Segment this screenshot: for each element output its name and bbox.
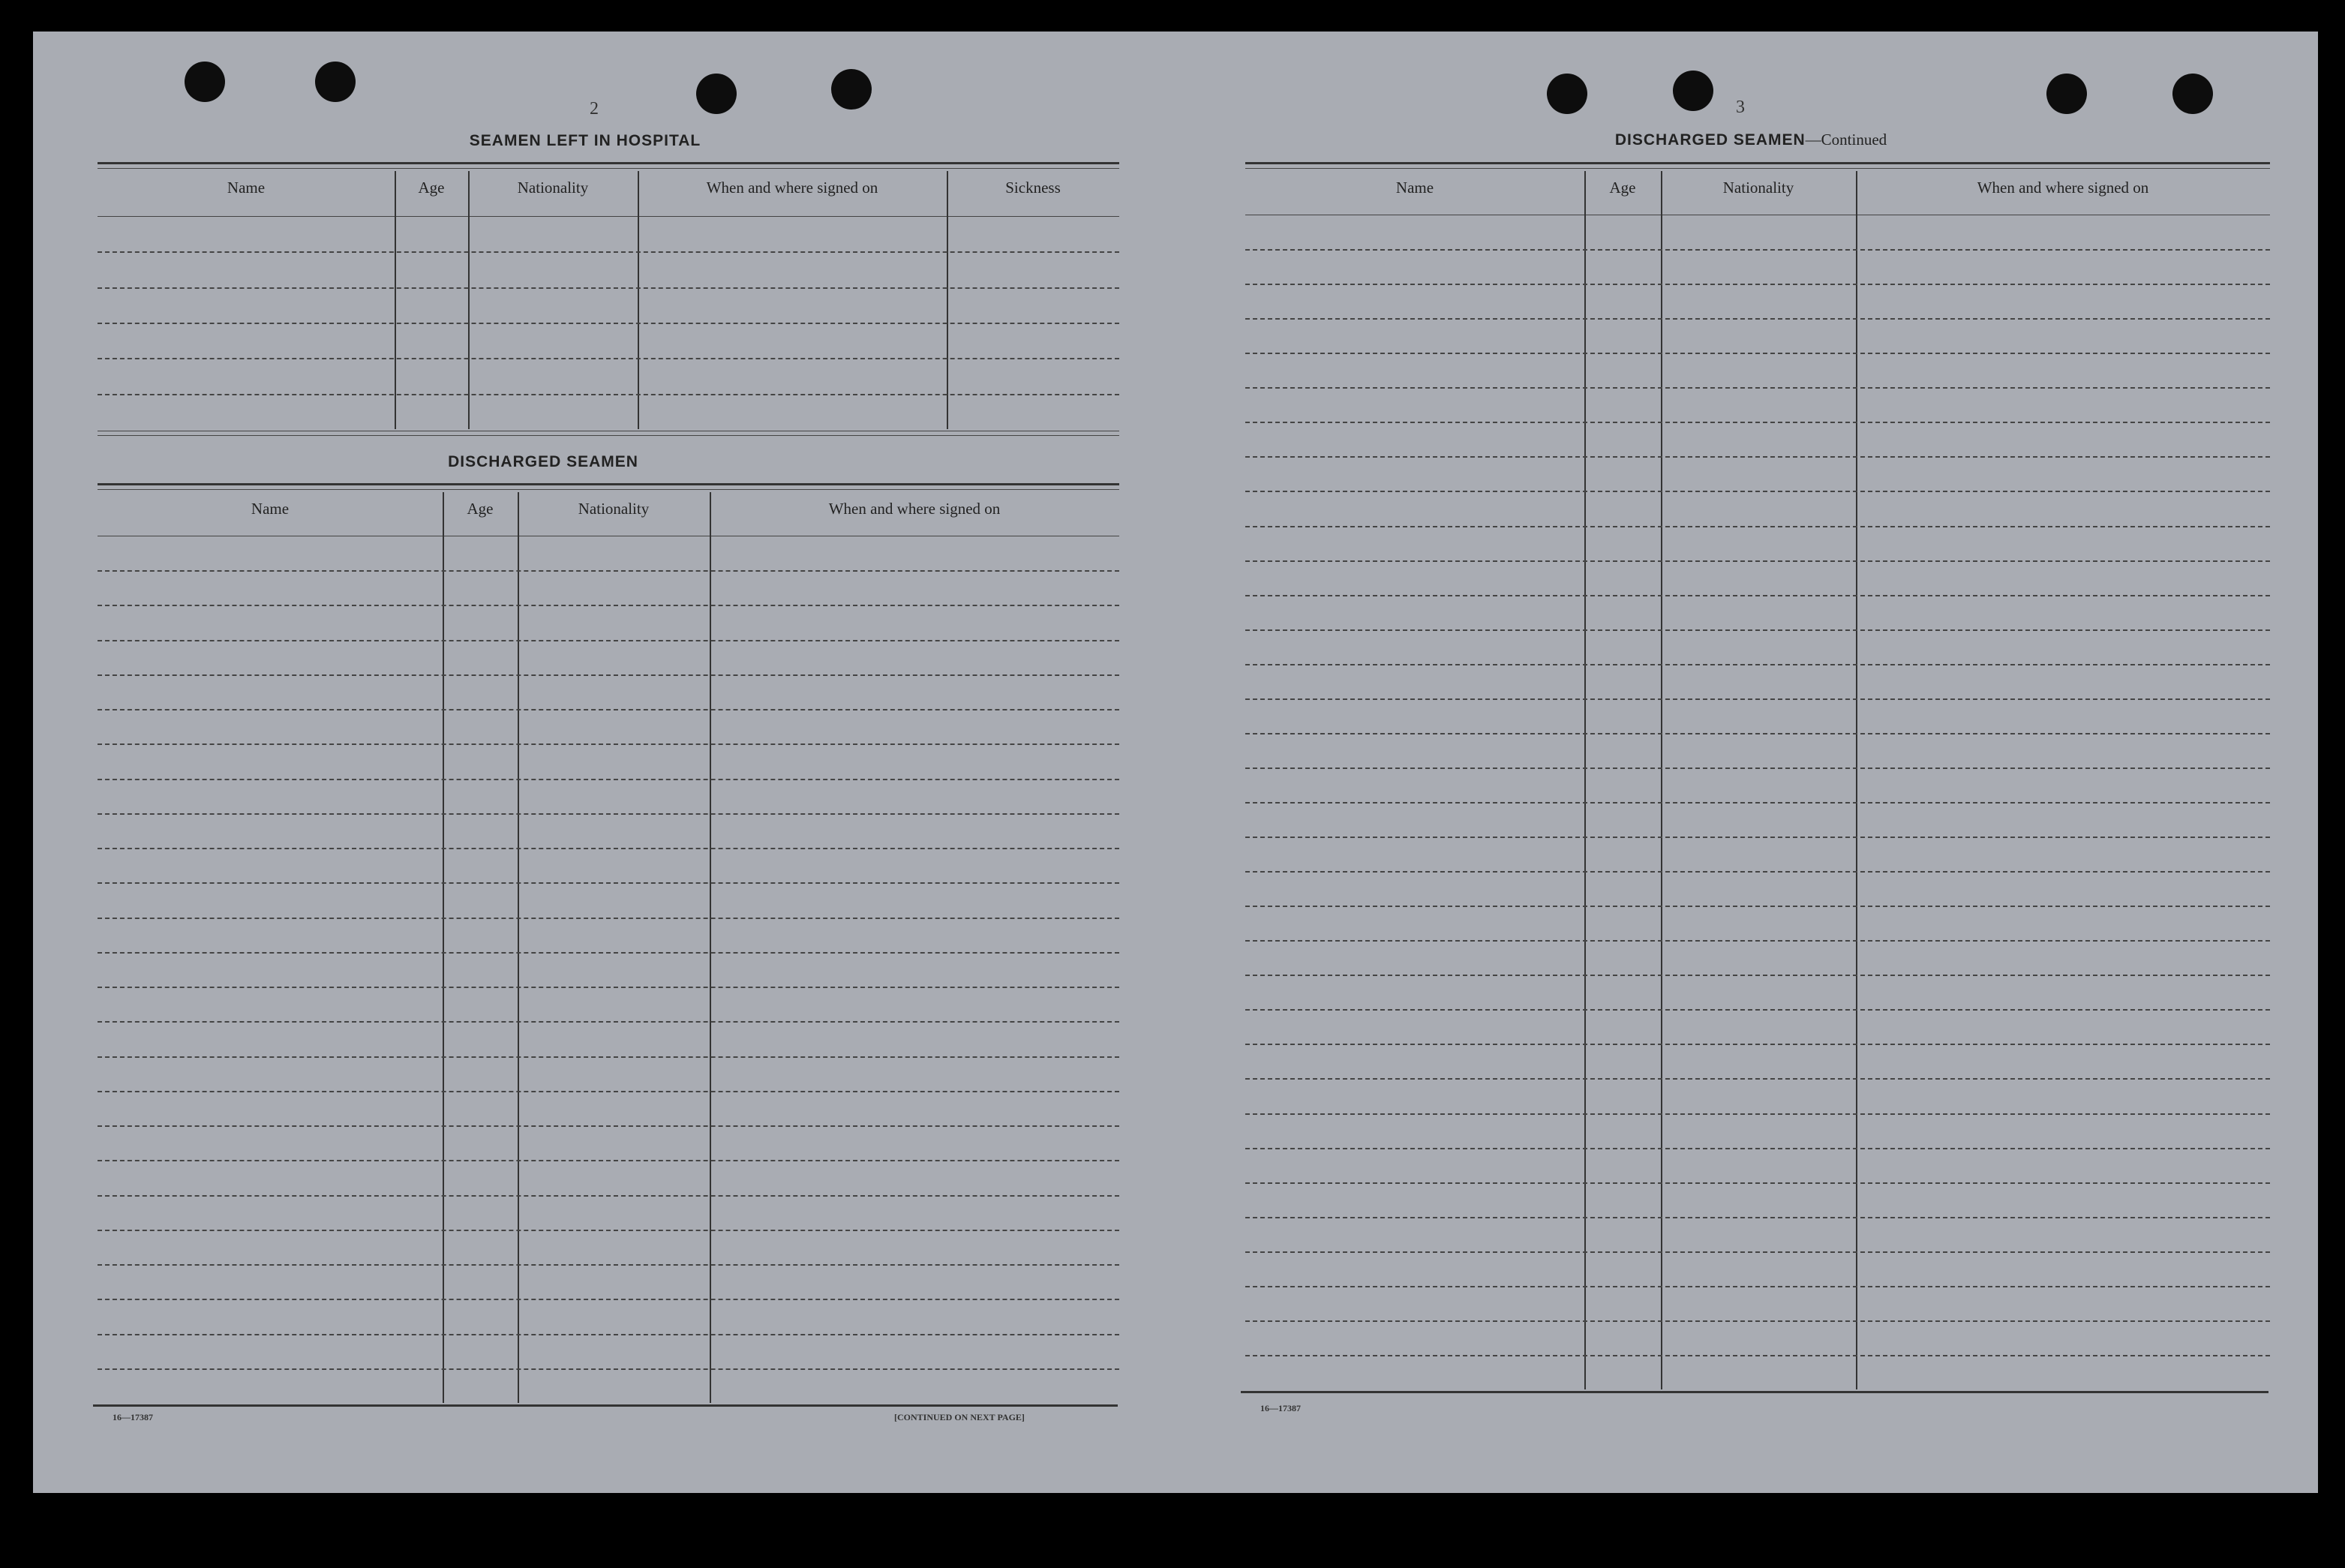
table-row-line [98, 1056, 1119, 1058]
punch-hole [315, 62, 356, 102]
table-row-line [98, 394, 1119, 395]
table-row-line [1245, 940, 2270, 942]
table-row-line [1245, 595, 2270, 596]
table-row-line [1245, 767, 2270, 769]
column-header: Nationality [578, 500, 650, 518]
column-header: Nationality [1722, 179, 1794, 197]
column-divider [443, 492, 444, 1403]
form-number-left: 16—17387 [113, 1412, 153, 1422]
page-number-left: 2 [590, 99, 599, 119]
right-table-title-continued: —Continued [1805, 131, 1887, 149]
scanned-document [33, 32, 2318, 1493]
table-row-line [1245, 1251, 2270, 1253]
column-divider [638, 171, 639, 429]
table-row-line [1245, 1320, 2270, 1322]
table-row-line [1245, 1286, 2270, 1287]
column-header: Sickness [1005, 179, 1061, 197]
column-header: When and where signed on [1977, 179, 2149, 197]
column-header: Age [418, 179, 445, 197]
column-divider [947, 171, 948, 429]
table-row-line [98, 848, 1119, 849]
table-row-line [98, 640, 1119, 641]
table-row-line [98, 570, 1119, 572]
table-row-line [98, 358, 1119, 359]
table-row-line [98, 952, 1119, 954]
table-row-line [1245, 837, 2270, 838]
column-header: Age [1609, 179, 1636, 197]
column-divider [468, 171, 470, 429]
punch-hole [2172, 74, 2213, 114]
form-number-right: 16—17387 [1260, 1403, 1301, 1413]
table-row-line [1245, 1078, 2270, 1080]
table-row-line [98, 743, 1119, 745]
table-top-rule [1245, 168, 2270, 169]
table-row-line [98, 1264, 1119, 1266]
table-row-line [98, 1368, 1119, 1370]
table-row-line [1245, 387, 2270, 389]
table-row-line [1245, 871, 2270, 873]
column-header: Nationality [517, 179, 589, 197]
column-divider [518, 492, 519, 1403]
table-row-line [98, 882, 1119, 884]
punch-hole [1547, 74, 1587, 114]
table-row-line [1245, 1182, 2270, 1184]
punch-hole [1673, 71, 1713, 111]
punch-hole [2046, 74, 2087, 114]
right-table-title-main: DISCHARGED SEAMEN [1614, 131, 1806, 149]
discharged-table-title: DISCHARGED SEAMEN [448, 453, 638, 470]
column-header: Name [227, 179, 266, 197]
punch-hole [696, 74, 737, 114]
table-row-line [98, 987, 1119, 988]
table-top-rule [98, 489, 1119, 490]
table-row-line [1245, 802, 2270, 804]
table-row-line [1245, 1217, 2270, 1218]
table-row-line [1245, 629, 2270, 631]
table-row-line [1245, 1113, 2270, 1115]
table-row-line [98, 605, 1119, 606]
column-header: Name [1395, 179, 1434, 197]
column-divider [710, 492, 711, 1403]
continued-note: [CONTINUED ON NEXT PAGE] [894, 1412, 1025, 1422]
table-row-line [98, 1021, 1119, 1023]
table-row-line [98, 709, 1119, 710]
page-number-right: 3 [1736, 98, 1745, 117]
table-row-line [98, 674, 1119, 676]
table-row-line [98, 1334, 1119, 1335]
column-divider [395, 171, 396, 429]
table-row-line [98, 779, 1119, 780]
column-header: When and where signed on [706, 179, 878, 197]
table-row-line [1245, 560, 2270, 562]
table-row-line [1245, 526, 2270, 527]
punch-hole [185, 62, 225, 102]
table-row-line [1245, 733, 2270, 734]
table-row-line [1245, 1148, 2270, 1149]
table-row-line [1245, 284, 2270, 285]
table-row-line [98, 323, 1119, 324]
table-bottom-rule [1241, 1391, 2268, 1393]
table-bottom-rule [93, 1404, 1118, 1407]
column-header: When and where signed on [828, 500, 1001, 518]
table-row-line [1245, 1355, 2270, 1356]
column-header: Name [251, 500, 290, 518]
table-row-line [1245, 318, 2270, 320]
table-row-line [1245, 1044, 2270, 1045]
table-row-line [1245, 664, 2270, 665]
table-row-line [98, 287, 1119, 289]
section-rule [98, 435, 1119, 436]
hospital-table-title: SEAMEN LEFT IN HOSPITAL [469, 132, 701, 149]
table-row-line [1245, 456, 2270, 458]
table-row-line [98, 1091, 1119, 1092]
header-rule [98, 216, 1119, 217]
table-row-line [1245, 906, 2270, 907]
table-row-line [98, 1195, 1119, 1197]
table-row-line [98, 1299, 1119, 1300]
table-row-line [98, 1125, 1119, 1127]
table-row-line [1245, 975, 2270, 976]
table-row-line [1245, 698, 2270, 700]
table-row-line [1245, 491, 2270, 492]
table-row-line [98, 251, 1119, 253]
table-row-line [98, 813, 1119, 815]
table-row-line [1245, 353, 2270, 354]
table-top-rule [98, 168, 1119, 169]
table-row-line [98, 1160, 1119, 1161]
table-top-rule [98, 483, 1119, 485]
table-top-rule [98, 162, 1119, 164]
table-top-rule [1245, 162, 2270, 164]
table-row-line [1245, 1009, 2270, 1011]
table-row-line [1245, 422, 2270, 423]
punch-hole [831, 69, 872, 110]
table-row-line [98, 918, 1119, 919]
right-table-title [1443, 131, 2058, 149]
table-row-line [1245, 249, 2270, 251]
column-header: Age [467, 500, 494, 518]
table-row-line [98, 1230, 1119, 1231]
